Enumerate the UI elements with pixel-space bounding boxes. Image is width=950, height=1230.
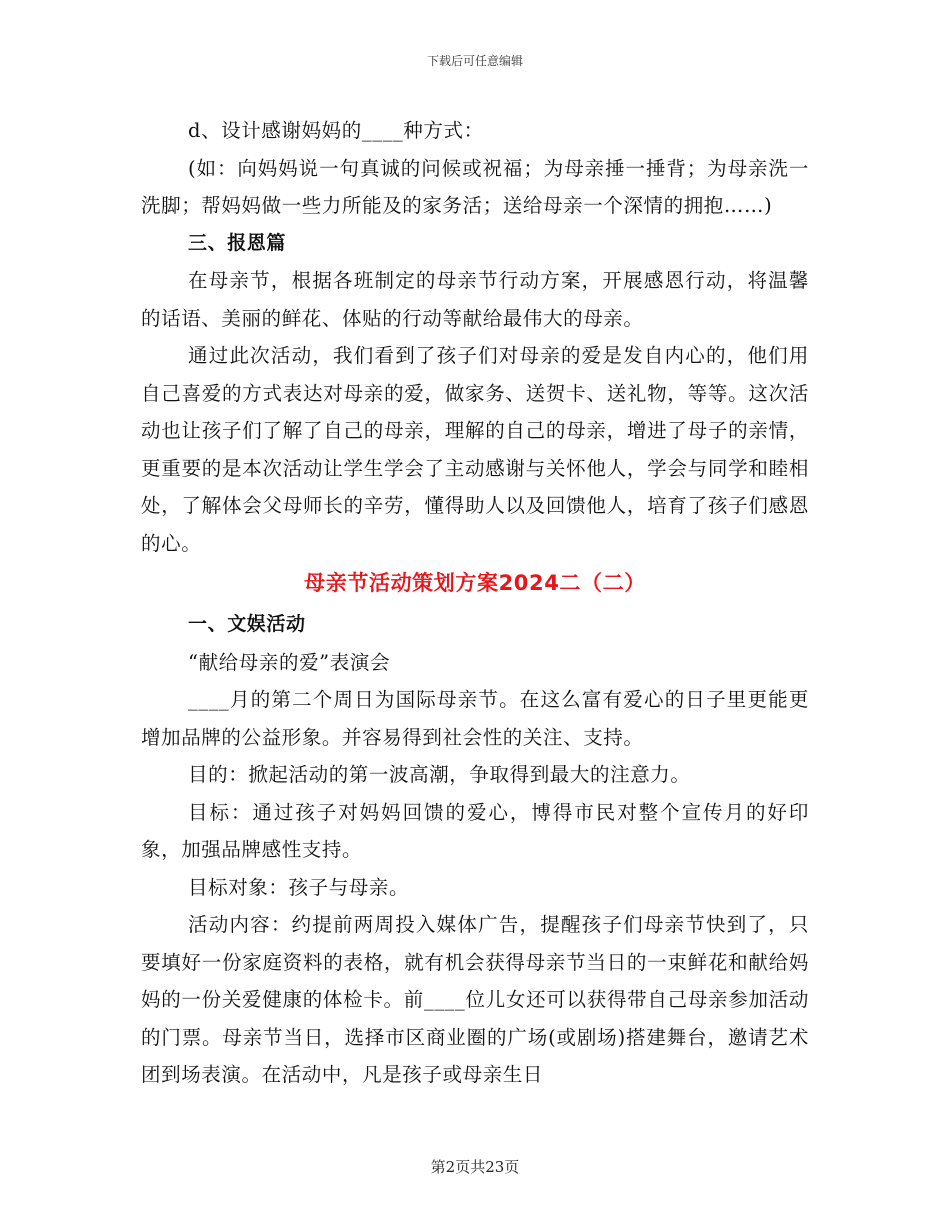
page-footer: 第2页共23页 [430, 1158, 520, 1176]
section-heading-entertainment: 一、文娱活动 [188, 613, 306, 635]
section-heading-gratitude: 三、报恩篇 [188, 231, 287, 254]
page-header: 下载后可任意编辑 [426, 54, 523, 68]
document-body [141, 112, 809, 1094]
document-title: 母亲节活动策划方案2024二（二） [304, 571, 646, 595]
paragraph-design-ways: d、设计感谢妈妈的____种方式： [188, 119, 484, 142]
paragraph-goal: 目标：通过孩子对妈妈回馈的爱心，博得市民对整个宣传月的好印象，加强品牌感性支持。 [141, 800, 809, 861]
paragraph-purpose: 目的：掀起活动的第一波高潮，争取得到最大的注意力。 [188, 763, 691, 786]
paragraph-summary: 通过此次活动，我们看到了孩子们对母亲的爱是发自内心的，他们用自己喜爱的方式表达对母亲的爱，做家务、送贺卡、送礼物，等等。这次活动也让孩子们了解了自己的母亲，理解的自己的母亲，增进了母子的亲情，更重要的是本次活动让学生学会了主动感谢与关怀他人，学会与同学和睦相处，了解体会父母师长的辛劳，懂得助人以及回馈他人，培育了孩子们感恩的心。 [141, 344, 809, 555]
paragraph-intro: ____月的第二个周日为国际母亲节。在这么富有爱心的日子里更能更增加品牌的公益形象。并容易得到社会性的关注、支持。 [141, 688, 809, 749]
paragraph-show-name: “献给母亲的爱”表演会 [188, 650, 391, 674]
paragraph-target: 目标对象：孩子与母亲。 [188, 875, 410, 899]
paragraph-content: 活动内容：约提前两周投入媒体广告，提醒孩子们母亲节快到了，只要填好一份家庭资料的表格，就有机会获得母亲节当日的一束鲜花和献给妈妈的一份关爱健康的体检卡。前____位儿女还可以获得带自己母亲参加活动的门票。母亲节当日，选择市区商业圈的广场(或剧场)搭建舞台，邀请艺术团到场表演。在活动中，凡是孩子或母亲生日 [141, 913, 809, 1086]
paragraph-examples: (如：向妈妈说一句真诚的问候或祝福；为母亲捶一捶背；为母亲洗一洗脚；帮妈妈做一些力所能及的家务活；送给母亲一个深情的拥抱……) [141, 156, 809, 217]
paragraph-action-plan: 在母亲节，根据各班制定的母亲节行动方案，开展感恩行动，将温馨的话语、美丽的鲜花、体贴的行动等献给最伟大的母亲。 [141, 269, 809, 330]
